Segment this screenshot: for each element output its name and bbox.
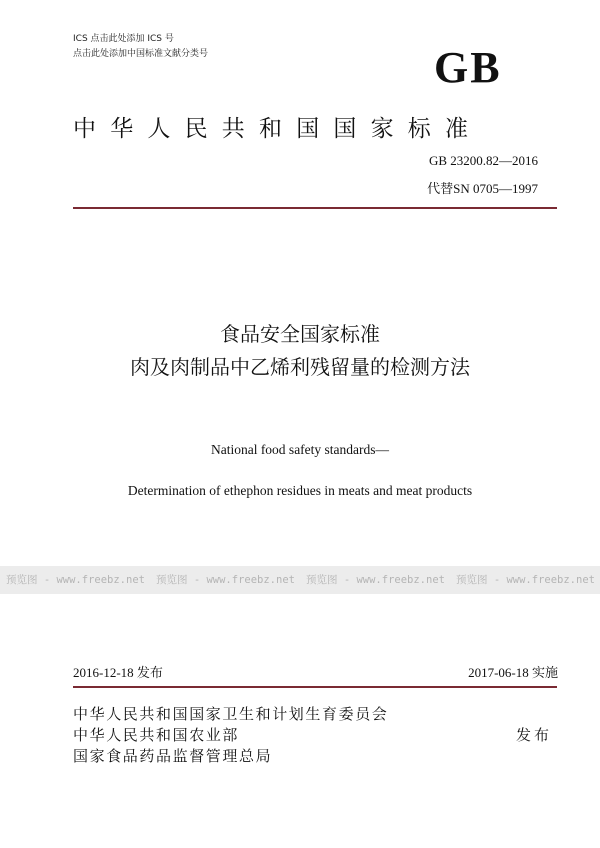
watermark-text: 预览图 - www.freebz.net: [456, 574, 595, 586]
watermark-text: 预览图 - www.freebz.net: [306, 574, 445, 586]
ccs-number-line: 点击此处添加中国标准文献分类号: [73, 49, 209, 59]
implementation-date: 2017-06-18 实施: [468, 665, 558, 680]
ics-number-line: ICS 点击此处添加 ICS 号: [73, 34, 174, 44]
replaced-standard: 代替SN 0705—1997: [427, 181, 538, 196]
issuer-line3: 国家食品药品监督管理总局: [73, 747, 273, 765]
header-divider: [73, 207, 557, 209]
title-cn-line1: 食品安全国家标准: [220, 322, 380, 346]
issuer-line2: 中华人民共和国农业部: [73, 726, 240, 744]
gb-logo: GB: [434, 43, 502, 92]
watermark-text: 预览图 - www.freebz.net: [156, 574, 295, 586]
standard-category-title: 中华人民共和国国家标准: [73, 116, 483, 142]
issue-date: 2016-12-18 发布: [73, 665, 163, 680]
standard-number: GB 23200.82—2016: [428, 153, 538, 168]
publish-label: 发布: [516, 726, 553, 744]
title-en-line2: Determination of ethephon residues in meats and meat products: [127, 483, 473, 498]
footer-divider: [73, 686, 557, 688]
issuer-line1: 中华人民共和国国家卫生和计划生育委员会: [73, 705, 389, 723]
title-en-line1: National food safety standards—: [210, 442, 390, 457]
watermark-text: 预览图 - www.freebz.net: [6, 574, 145, 586]
watermark-band: [0, 566, 600, 594]
title-cn-line2: 肉及肉制品中乙烯利残留量的检测方法: [130, 355, 470, 379]
